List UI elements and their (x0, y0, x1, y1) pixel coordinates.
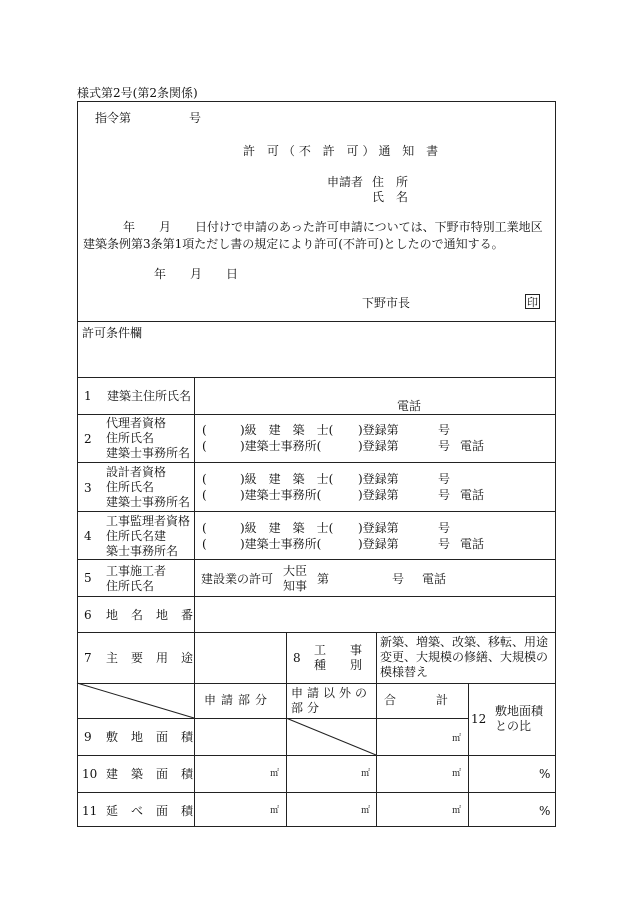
registration-label: )登録第 (358, 439, 399, 453)
row-label-line: 工事監理者資格 (106, 514, 191, 528)
paren-open: ( (202, 423, 207, 437)
number-suffix: 号 (189, 111, 202, 125)
registration-label: )登録第 (358, 537, 399, 551)
conditions-label: 許可条件欄 (82, 326, 143, 340)
unit-sqm: ㎡ (361, 769, 371, 779)
row-label-line: 建築士事務所名 (106, 495, 191, 509)
address-label: 住 所 (372, 175, 409, 189)
other-header-line: 申請以外の (291, 686, 372, 700)
registration-label: )登録第 (358, 488, 399, 502)
unit-sqm: ㎡ (270, 806, 280, 816)
row-number: 9 (84, 730, 92, 744)
row-label-line: 住所氏名建 (106, 529, 167, 543)
phone-label: 電話 (460, 537, 485, 551)
row-label-line: 住所氏名 (106, 480, 155, 494)
governor-label: 知事 (283, 579, 308, 593)
unit-sqm: ㎡ (361, 806, 371, 816)
directive-label: 指令第 (95, 111, 132, 125)
applicant-label: 申請者 (327, 175, 364, 189)
unit-sqm: ㎡ (270, 769, 280, 779)
name-label: 氏 名 (372, 190, 409, 204)
total-header: 合計 (384, 693, 489, 707)
row-label-line: 工 事 (314, 643, 363, 657)
phone-label: 電話 (460, 488, 485, 502)
number-suffix: 号 (438, 423, 451, 437)
unit-sqm: ㎡ (452, 734, 462, 744)
row-number: 10 (82, 767, 98, 781)
document-title: 許 可（不 許 可）通 知 書 (243, 144, 443, 158)
paren-open: ( (202, 488, 207, 502)
row-label-line: 工事施工者 (106, 564, 167, 578)
construction-types: 新築、増築、改築、移転、用途変更、大規模の修繕、大規模の模様替え (380, 635, 549, 679)
unit-percent: % (539, 804, 551, 818)
row-label: 建築面積 (106, 767, 207, 781)
row-label-line: 住所氏名 (106, 579, 155, 593)
number-suffix: 号 (438, 472, 451, 486)
row-number: 1 (84, 389, 92, 403)
row-label: 建築主住所氏名 (107, 389, 192, 403)
unit-sqm: ㎡ (452, 806, 462, 816)
diagonal-line (77, 683, 194, 718)
row-label-line: 築士事務所名 (106, 544, 179, 558)
ratio-header-line: との比 (495, 719, 532, 733)
office-line: )建築士事務所( (240, 537, 322, 551)
row-number: 3 (84, 481, 92, 495)
paren-open: ( (202, 521, 207, 535)
number-suffix: 号 (438, 439, 451, 453)
row-label: 地名地番 (106, 608, 207, 622)
unit-percent: % (539, 767, 551, 781)
date-month: 月 (190, 267, 203, 281)
row-label: 敷地面積 (106, 730, 207, 744)
number-suffix: 号 (438, 521, 451, 535)
grade-line: )級 建 築 士( (240, 423, 334, 437)
registration-label: )登録第 (358, 472, 399, 486)
number-suffix: 号 (438, 537, 451, 551)
phone-label: 電話 (422, 572, 447, 586)
seal-mark: 印 (527, 296, 538, 309)
row-label-line: 建築士事務所名 (106, 446, 191, 460)
row-label: 延べ面積 (106, 804, 207, 818)
ratio-header-line: 敷地面積 (495, 704, 544, 718)
row-label-line: 代理者資格 (106, 416, 167, 430)
number-suffix: 号 (392, 572, 405, 586)
phone-label: 電話 (460, 439, 485, 453)
paren-open: ( (202, 439, 207, 453)
row-number: 6 (84, 608, 92, 622)
paren-open: ( (202, 537, 207, 551)
row-number: 7 (84, 651, 92, 665)
dai-label: 第 (317, 572, 330, 586)
office-line: )建築士事務所( (240, 439, 322, 453)
license-label: 建設業の許可 (201, 572, 274, 586)
diagonal-line (286, 718, 376, 755)
row-number: 12 (471, 712, 487, 726)
paren-open: ( (202, 472, 207, 486)
issuer: 下野市長 (362, 296, 411, 310)
phone-label: 電話 (397, 399, 422, 413)
row-number: 4 (84, 529, 92, 543)
row-label: 主要用途 (106, 651, 207, 665)
registration-label: )登録第 (358, 423, 399, 437)
row-number: 8 (293, 651, 301, 665)
office-line: )建築士事務所( (240, 488, 322, 502)
row-label-line: 住所氏名 (106, 431, 155, 445)
form-label: 様式第2号(第2条関係) (77, 86, 198, 100)
row-number: 2 (84, 432, 92, 446)
minister-label: 大臣 (283, 564, 308, 578)
date-year: 年 (154, 267, 167, 281)
registration-label: )登録第 (358, 521, 399, 535)
date-day: 日 (226, 267, 239, 281)
other-header-line: 部分 (291, 701, 324, 715)
row-number: 11 (82, 804, 98, 818)
row-number: 5 (84, 571, 92, 585)
grade-line: )級 建 築 士( (240, 472, 334, 486)
notice-body: 年 月 日付けで申請のあった許可申請については、下野市特別工業地区建築条例第3条第1項ただし書の規定により許可(不許可)としたので通知する。 (83, 220, 543, 251)
applied-header: 申請部分 (204, 693, 273, 707)
row-label-line: 設計者資格 (106, 465, 167, 479)
number-suffix: 号 (438, 488, 451, 502)
unit-sqm: ㎡ (452, 769, 462, 779)
row-label-line: 種 別 (314, 658, 363, 672)
grade-line: )級 建 築 士( (240, 521, 334, 535)
